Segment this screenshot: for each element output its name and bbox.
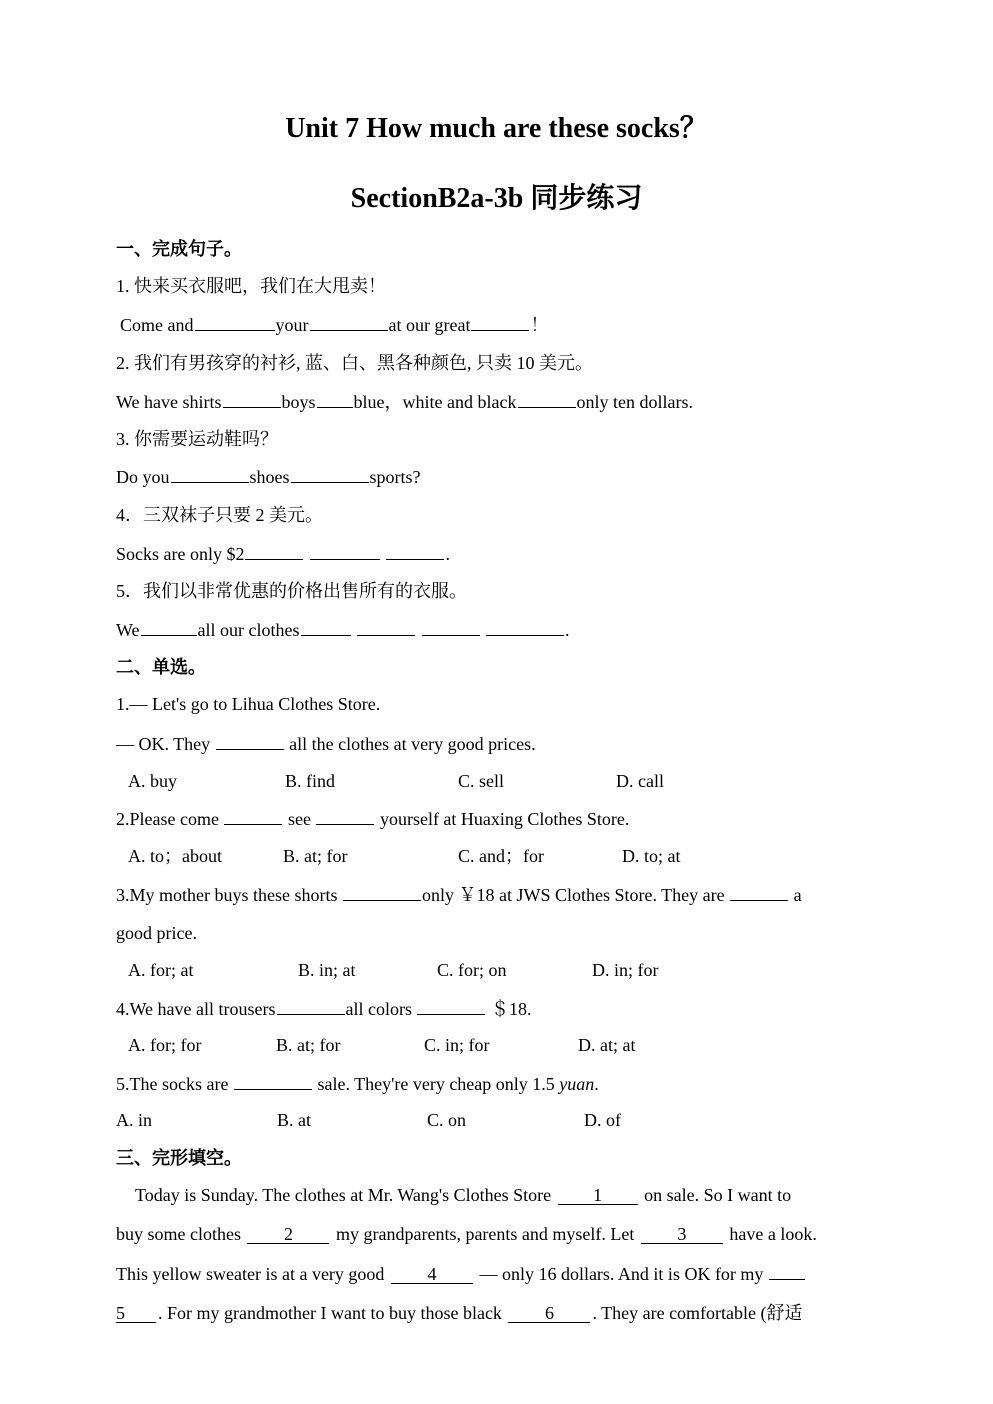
p2-q3-line1: 3.My mother buys these shorts only ￥18 at JWS Clothes Store. They are a: [116, 885, 802, 905]
p2-q5-option-c[interactable]: C. on: [427, 1110, 467, 1130]
p2-q1-option-a[interactable]: A. buy: [128, 771, 177, 791]
answer-blank[interactable]: [245, 542, 303, 560]
cloze-blank-5[interactable]: 5: [116, 1304, 156, 1323]
p2-q5-option-d[interactable]: D. of: [584, 1110, 621, 1130]
p2-q3-option-b[interactable]: B. in; at: [298, 960, 356, 980]
answer-blank[interactable]: [471, 313, 529, 331]
p1-q1-english: Come and your at our great ！: [120, 315, 549, 335]
cloze-line-4: 5 . For my grandmother I want to buy those black 6 . They are comfortable (舒适: [116, 1303, 803, 1323]
p2-q1-option-c[interactable]: C. sell: [458, 771, 505, 791]
answer-blank[interactable]: [386, 542, 444, 560]
p2-q4-line: 4.We have all trousers all colors ＄18.: [116, 999, 532, 1019]
answer-blank[interactable]: [234, 1072, 312, 1090]
p2-q4-option-c[interactable]: C. in; for: [424, 1035, 490, 1055]
answer-blank[interactable]: [343, 883, 421, 901]
answer-blank[interactable]: [317, 390, 353, 408]
p2-q3-option-a[interactable]: A. for; at: [128, 960, 194, 980]
p2-q1-option-d[interactable]: D. call: [616, 771, 664, 791]
cloze-blank-2[interactable]: 2: [247, 1225, 329, 1244]
p2-q4-option-b[interactable]: B. at; for: [276, 1035, 341, 1055]
page-subtitle: SectionB2a-3b 同步练习: [350, 183, 643, 214]
p2-q5-option-a[interactable]: A. in: [116, 1110, 152, 1130]
p1-q5-chinese: 5．我们以非常优惠的价格出售所有的衣服。: [116, 581, 467, 601]
cloze-blank-3[interactable]: 3: [641, 1225, 723, 1244]
p2-q2-option-c[interactable]: C. and；for: [458, 846, 544, 866]
p1-q3-english: Do you shoes sports?: [116, 467, 421, 487]
p2-q5-option-b[interactable]: B. at: [277, 1110, 311, 1130]
p1-q5-english: We all our clothes .: [116, 620, 570, 640]
p1-q3-chinese: 3. 你需要运动鞋吗？: [116, 429, 278, 449]
p1-q4-english: Socks are only $2 .: [116, 544, 450, 564]
answer-blank[interactable]: [310, 313, 388, 331]
cloze-blank-4[interactable]: 4: [391, 1265, 473, 1284]
p2-q3-option-c[interactable]: C. for; on: [437, 960, 507, 980]
answer-blank[interactable]: [422, 618, 480, 636]
p2-q3-option-d[interactable]: D. in; for: [592, 960, 659, 980]
p2-q4-option-d[interactable]: D. at; at: [578, 1035, 636, 1055]
answer-blank[interactable]: [310, 542, 380, 560]
cloze-blank-1[interactable]: 1: [558, 1186, 638, 1205]
answer-blank[interactable]: [216, 732, 284, 750]
answer-blank[interactable]: [417, 997, 485, 1015]
answer-blank[interactable]: [223, 390, 281, 408]
answer-blank[interactable]: [301, 618, 351, 636]
cloze-blank-6[interactable]: 6: [508, 1304, 590, 1323]
answer-blank[interactable]: [291, 465, 369, 483]
cloze-line-2: buy some clothes 2 my grandparents, parents and myself. Let 3 have a look.: [116, 1224, 817, 1244]
cloze-line-1: Today is Sunday. The clothes at Mr. Wang's Clothes Store 1 on sale. So I want to: [135, 1185, 792, 1205]
p2-q2-option-d[interactable]: D. to; at: [622, 846, 681, 866]
p1-q2-english: We have shirts boys blue，white and black only ten dollars.: [116, 392, 693, 412]
answer-blank[interactable]: [277, 997, 345, 1015]
p2-q1-line2: — OK. They all the clothes at very good prices.: [116, 734, 536, 754]
answer-blank[interactable]: [224, 807, 282, 825]
answer-blank[interactable]: [141, 618, 197, 636]
cloze-line-3: This yellow sweater is at a very good 4 — only 16 dollars. And it is OK for my: [116, 1262, 806, 1285]
p2-q1-option-b[interactable]: B. find: [285, 771, 336, 791]
answer-blank[interactable]: [357, 618, 415, 636]
p2-q2-line: 2.Please come see yourself at Huaxing Clothes Store.: [116, 809, 630, 829]
answer-blank[interactable]: [518, 390, 576, 408]
page-title: Unit 7 How much are these socks？: [285, 113, 708, 144]
p1-q4-chinese: 4．三双袜子只要 2 美元。: [116, 505, 323, 525]
answer-blank[interactable]: [730, 883, 788, 901]
cloze-blank-5-start[interactable]: [769, 1262, 805, 1280]
p2-q3-line2: good price.: [116, 923, 197, 943]
answer-blank[interactable]: [171, 465, 249, 483]
p2-q2-option-a[interactable]: A. to；about: [128, 846, 222, 866]
answer-blank[interactable]: [486, 618, 564, 636]
section-heading-2: 二、单选。: [116, 657, 206, 677]
p1-q1-chinese: 1. 快来买衣服吧，我们在大甩卖！: [116, 276, 386, 296]
p2-q2-option-b[interactable]: B. at; for: [283, 846, 348, 866]
section-heading-3: 三、完形填空。: [116, 1148, 242, 1168]
p2-q4-option-a[interactable]: A. for; for: [128, 1035, 202, 1055]
p2-q1-line1: 1.— Let's go to Lihua Clothes Store.: [116, 694, 381, 714]
answer-blank[interactable]: [195, 313, 275, 331]
section-heading-1: 一、完成句子。: [116, 239, 242, 259]
answer-blank[interactable]: [316, 807, 374, 825]
p2-q5-line: 5.The socks are sale. They're very cheap only 1.5 yuan.: [116, 1074, 599, 1094]
p1-q2-chinese: 2. 我们有男孩穿的衬衫, 蓝、白、黑各种颜色, 只卖 10 美元。: [116, 353, 593, 373]
